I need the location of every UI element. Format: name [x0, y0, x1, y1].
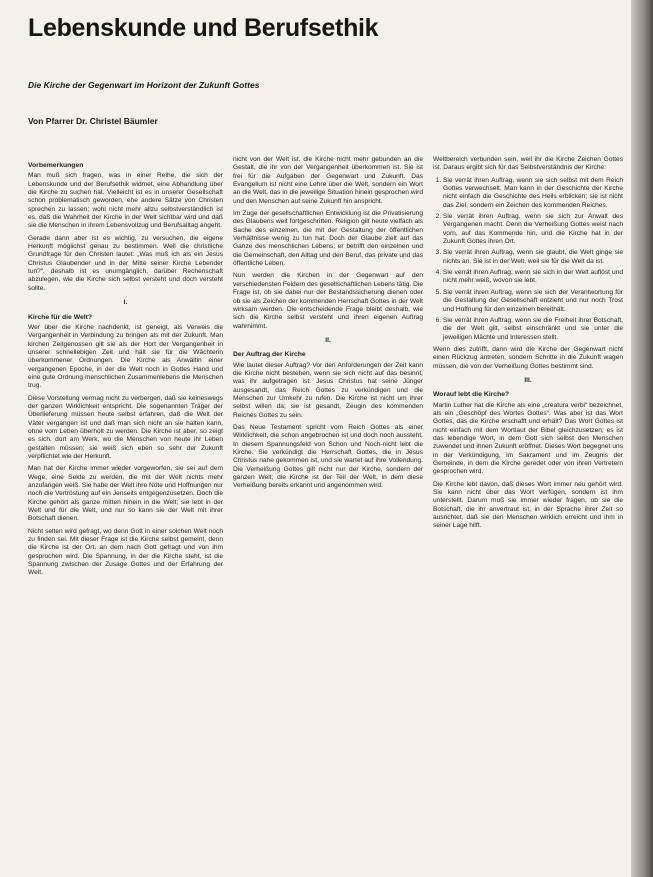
paragraph: Nicht selten wird gefragt, wo denn Gott in einer solchen Welt noch zu finden sei. Mit dieser Frage ist die Kirche selbst gemeint, denn die Kirche ist der Ort, an dem nach Gott gefragt und von ihm gesprochen wird. Die Spannung, in der die Kirche steht, ist die Spannung zwischen der Zusage Gottes und der Erfahrung der Welt. [28, 527, 223, 577]
article-author: Von Pfarrer Dr. Christel Bäumler [28, 116, 158, 126]
paragraph: Diese Vorstellung vermag nicht zu verbergen, daß sie keineswegs der ganzen Wirklichkeit entspricht. Die sogenannten Träger der Überlieferung müssen heute selbst erfahren, daß die Welt der Väter vergangen ist und daß man sich nicht an sie halten kann, ohne vom Leben überholt zu werden. Die Kirche ist aber, so zeigt es sich, dort am Werk, wo die Menschen von heute ihr Leben gestalten müssen; sie weiß sich eben so sehr der Zukunft verpflichtet wie der Herkunft. [28, 394, 223, 460]
section-number: I. [123, 299, 128, 307]
section-heading: Kirche für die Welt? [28, 313, 93, 321]
text-column-3 [433, 156, 623, 535]
article-title: Lebenskunde und Berufsethik [28, 14, 379, 42]
text-column-2 [233, 156, 423, 495]
list-item: 5. Sie verrät ihren Auftrag, wenn sie sich der Verantwortung für die Gestaltung der Gesellschaft entzieht und nur noch Trost und Hoffnung für den einzelnen bereithält. [443, 289, 623, 314]
section-number: III. [524, 376, 532, 384]
list-item: 6. Sie verrät ihren Auftrag, wenn sie die Freiheit ihrer Botschaft, die der Welt gilt, selbst einschränkt und sie unter die jeweiligen Mächte und Interessen stellt. [443, 317, 623, 342]
paragraph: Nun werden die Kirchen in der Gegenwart auf den verschiedensten Feldern des gesellschaftlichen Lebens tätig. Die Frage ist, ob sie dabei nur der Bestandssicherung dienen oder ob sie als Zeichen der kommenden Herrschaft Gottes in der Welt wirksam werden. Die entscheidende Frage bleibt deshalb, wie sich die Kirche selbst versteht und ihren eigenen Auftrag wahrnimmt. [233, 272, 423, 330]
paragraph: Wenn dies zutrifft, dann wird die Kirche der Gegenwart nicht einen Rückzug antreten, sondern Schritte in die Zukunft wagen müssen, die von der Verheißung Gottes bestimmt sind. [433, 345, 623, 370]
paragraph: Das Neue Testament spricht vom Reich Gottes als einer Wirklichkeit, die schon angebrochen ist und doch noch aussteht. In diesem Spannungsfeld von Schon und Noch-nicht lebt die Kirche. Sie verkündigt die Herrschaft Gottes, die in Jesus Christus nahe gekommen ist, und sie wartet auf ihre Vollendung. Die Verheißung Gottes gilt nicht nur der Kirche, sondern der ganzen Welt; die Kirche ist der Teil der Welt, in dem diese Verheißung bereits erkannt und angenommen wird. [233, 423, 423, 490]
list-item: 4. Sie verrät ihren Auftrag, wenn sie sich in der Welt auflöst und nicht mehr weiß, wovon sie lebt. [443, 269, 623, 286]
paragraph: Wer über die Kirche nachdenkt, ist geneigt, als Verweis die Vergangenheit in Verbindung zu bringen als mit der Zukunft. Man kirchen Zeitgenossen gilt sie als der Hort der Vergangenheit in unserer schnellebigen Zeit und hält sie für die Wächterin überkommener Ordnungen. Die Kirche als Anwältin einer vergangenen Epoche, in der die Welt noch in Gottes Hand und eine gute Ordnung menschlichen Zusammenlebens die Menschen trug. [28, 323, 223, 390]
numbered-list [433, 177, 623, 342]
section-heading: Worauf lebt die Kirche? [433, 391, 510, 399]
section-heading: Der Auftrag der Kirche [233, 351, 306, 359]
paragraph: Wie lautet dieser Auftrag? Vor den Anforderungen der Zeit kann die Kirche nicht bestehen, wenn sie sich nicht auf das besinnt, was ihr aufgetragen ist. Jesus Christus hat seine Jünger ausgesandt, das Reich Gottes zu verkündigen und die Menschen zur Umkehr zu rufen. Die Kirche ist nicht um ihrer selbst willen da; sie ist gesandt, Zeugin des kommenden Reiches Gottes zu sein. [233, 361, 423, 419]
paragraph: Die Kirche lebt davon, daß dieses Wort immer neu gehört wird. Sie kann nicht über das Wort verfügen, sondern ist ihm unterstellt. Darum muß sie immer wieder fragen, ob sie die Botschaft, die ihr anvertraut ist, in der Sprache ihrer Zeit so ausrichtet, daß sie den Menschen wirklich erreicht und ihm in seiner Lage hilft. [433, 480, 623, 530]
paragraph: Man hat der Kirche immer wieder vorgeworfen, sie sei auf dem Wege, eine Sekte zu werden, die mit der Welt nichts mehr anzufangen weiß. Sie habe der Welt ihre Nöte und Hoffnungen nur noch die Vertröstung auf ein Jenseits entgegenzusetzen. Doch die Kirche gehört als ganze mitten hinein in die Welt; sie lebt in der Welt und für die Welt, und nur so kann sie der Welt mit ihrer Botschaft dienen. [28, 465, 223, 523]
book-binding-edge [631, 0, 653, 877]
paragraph: Im Zuge der gesellschaftlichen Entwicklung ist die Privatisierung des Glaubens weit fortgeschritten. Religion gilt heute vielfach als Sache des einzelnen, die mit der Gestaltung der öffentlichen Verhältnisse wenig zu tun hat. Doch der Glaube zielt auf das Ganze des menschlichen Lebens; er betrifft den einzelnen und die Gemeinschaft, den Alltag und den Beruf, das private und das öffentliche Leben. [233, 210, 423, 268]
section-heading: Vorbemerkungen [28, 162, 84, 169]
section-number: II. [325, 336, 331, 344]
paragraph: Weltbereich verbunden sein, weil ihr die Kirche Zeichen Gottes ist. Daraus ergibt sich für das Selbstverständnis der Kirche: [433, 156, 623, 172]
paragraph: Man muß sich fragen, was in einer Reihe, die sich der Lebenskunde und der Berufsethik widmet, eine Abhandlung über die Kirche zu suchen hat. Vielleicht ist es in unserer Gesellschaft schon problematisch geworden, ehe andere Sätze von Christen sprechen zu lassen; wohl nicht mehr allzu selbstverständlich ist es, daß die Wahrheit der Kirche in der Welt sichtbar wird und daß sie die Menschen in ihrem Lebensvollzug und Berufsalltag angeht. [28, 172, 223, 230]
paragraph: Gerade dann aber ist es wichtig, zu versuchen, die eigene Herkunft möglichst genau zu bestimmen. Weil die christliche Grundfrage für den Christen lautet: „Was muß ich als ein Jesus Christus Glaubender und in der Mitte seiner Kirche Lebender tun?“, deshalb ist es unumgänglich, darüber Rechenschaft abzulegen, wie die Kirche sich selbst versteht und doch versteht sollte. [28, 234, 223, 292]
list-item: 3. Sie verrät ihren Auftrag, wenn sie glaubt, die Welt ginge sie nichts an. Sie ist in der Welt, weil sie für die Welt da ist. [443, 249, 623, 266]
article-subtitle: Die Kirche der Gegenwart im Horizont der Zukunft Gottes [28, 80, 260, 90]
list-item: 2. Sie verrät ihren Auftrag, wenn sie sich zur Anwalt des Vergangenen macht. Denn die Verheißung Gottes weist nach vorn, auf das Kommende hin, und die Kirche hat in der Zukunft Gottes ihren Ort. [443, 213, 623, 246]
list-item: 1. Sie verrät ihren Auftrag, wenn sie sich selbst mit dem Reich Gottes verwechselt. Man kann in der Geschichte der Kirche nicht einfach die Geschichte des Heils erblicken; sie ist nicht das Ziel, sondern ein Zeichen des kommenden Reiches. [443, 177, 623, 210]
text-column-1 [28, 156, 223, 582]
paragraph: nicht von der Welt ist, die Kirche nicht mehr gebunden an die Gestalt, die ihr von der Vergangenheit überkommen ist. Sie ist frei für die Aufgaben der Gegenwart und Zukunft. Das Evangelium ist nicht eine Lehre über die Welt, sondern ein Wort an die Welt, das in die jeweilige Situation hinein gesprochen wird und den Menschen auf seine Zukunft hin anspricht. [233, 156, 423, 205]
paragraph: Martin Luther hat die Kirche als eine „creatura verbi“ bezeichnet, als ein „Geschöpf des Wortes Gottes“. Was aber ist das Wort Gottes, das die Kirche erschafft und erhält? Das Wort Gottes ist nicht einfach mit dem Wortlaut der Bibel gleichzusetzen; es ist das lebendige Wort, in dem Gott sich selbst den Menschen zuwendet und ihnen Zukunft eröffnet. Dieses Wort begegnet uns in der Verkündigung, im Sakrament und im Zeugnis der Gemeinde, in dem die Kirche geredet oder von ihren Vertretern gesprochen wird. [433, 401, 623, 476]
